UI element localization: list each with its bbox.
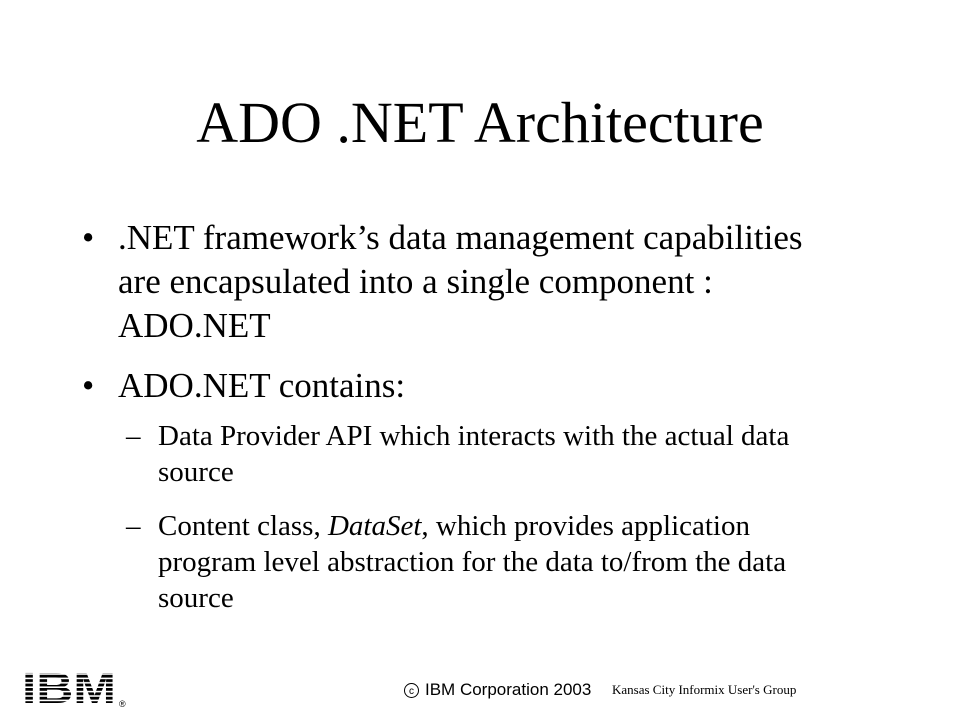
slide-footer xyxy=(0,660,960,720)
ibm-logo-icon xyxy=(22,666,132,712)
subbullet-text xyxy=(158,508,846,616)
dataset-term: DataSet xyxy=(327,510,422,542)
copyright-text: IBM Corporation 2003 xyxy=(425,680,592,699)
copyright-icon: c xyxy=(404,683,419,698)
bullet-text: ADO.NET contains: xyxy=(118,366,406,405)
subbullet-text-pre: Content class, xyxy=(158,510,328,542)
bullet-item xyxy=(82,364,842,408)
user-group-name: Kansas City Informix User's Group xyxy=(612,682,797,697)
subbullet-item xyxy=(126,418,846,490)
subbullet-text: Data Provider API which interacts with the actual data source xyxy=(158,420,790,488)
subbullet-text-post: , which provides application program level abstraction for the data to/from the data source xyxy=(158,510,787,614)
slide-title: ADO .NET Architecture xyxy=(196,90,764,155)
bullet-text: .NET framework’s data management capabilities are encapsulated into a single component : ADO.NET xyxy=(118,218,803,345)
subbullet-mark: – xyxy=(126,510,141,542)
copyright-notice xyxy=(404,680,591,700)
subbullet-item xyxy=(126,508,846,616)
bullet-mark: • xyxy=(82,366,95,405)
bullet-item xyxy=(82,216,842,348)
bullet-mark: • xyxy=(82,218,95,257)
registered-mark: ® xyxy=(119,699,126,709)
subbullet-mark: – xyxy=(126,420,141,452)
